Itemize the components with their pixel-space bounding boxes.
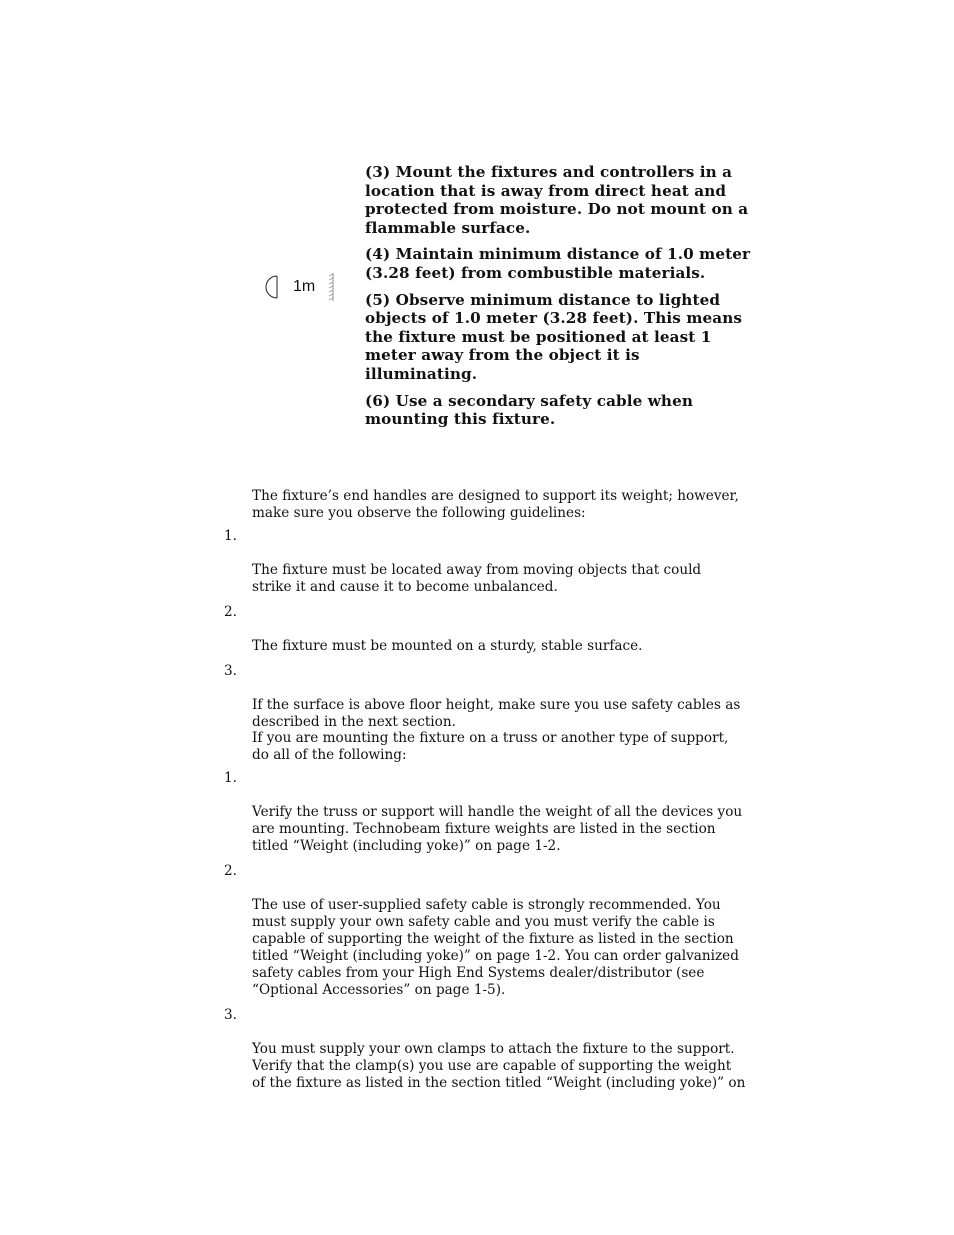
placement-intro: The fixture’s end handles are designed to support its weight; however, make sure you observe the following guidelines: (252, 488, 739, 521)
list-item (224, 604, 764, 655)
placement-guidelines-section (224, 488, 764, 739)
warning-list (365, 163, 760, 437)
list-number: 3. (224, 1007, 237, 1023)
list-number: 1. (224, 528, 237, 544)
mounting-guidelines-section (224, 730, 764, 1100)
mounting-intro: If you are mounting the fixture on a truss or another type of support, do all of the following: (252, 730, 729, 763)
warning-4: (4) Maintain minimum distance of 1.0 meter (3.28 feet) from combustible materials. (365, 245, 751, 282)
mounting-list (224, 770, 764, 1092)
list-text: Verify the truss or support will handle the weight of all the devices you are mounting. Technobeam fixture weights are listed in the section titled “Weight (including yoke)” on page 1-2. (252, 804, 743, 854)
warning-5: (5) Observe minimum distance to lighted objects of 1.0 meter (3.28 feet). This means the fixture must be positioned at least 1 meter away from the object it is illuminating. (365, 290, 742, 383)
list-text: The fixture must be located away from moving objects that could strike it and cause it to become unbalanced. (252, 562, 702, 595)
minimum-distance-icon (263, 272, 339, 302)
list-item (224, 1007, 764, 1092)
list-number: 3. (224, 663, 237, 679)
distance-label: 1m (293, 278, 316, 295)
list-number: 1. (224, 770, 237, 786)
list-number: 2. (224, 863, 237, 879)
list-number: 2. (224, 604, 237, 620)
list-item (224, 863, 764, 999)
list-item (224, 770, 764, 855)
list-text: The use of user-supplied safety cable is strongly recommended. You must supply your own safety cable and you must verify the cable is capable of supporting the weight of the fixture as listed in the section titled “Weight (including yoke)” on page 1-2. You can order galvanized safety cables from your High End Systems dealer/distributor (see “Optional Accessories” on page 1-5). (252, 897, 739, 998)
list-text: If the surface is above floor height, make sure you use safety cables as described in the next section. (252, 697, 741, 730)
warning-3: (3) Mount the fixtures and controllers in a location that is away from direct heat and protected from moisture. Do not mount on a flammable surface. (365, 163, 749, 237)
warning-6: (6) Use a secondary safety cable when mounting this fixture. (365, 391, 693, 429)
list-text: The fixture must be mounted on a sturdy, stable surface. (252, 638, 643, 654)
list-item (224, 663, 764, 731)
list-text: You must supply your own clamps to attach the fixture to the support. Verify that the clamp(s) you use are capable of supporting the weight of the fixture as listed in the section titled “Weight (including yoke)” on (252, 1041, 746, 1091)
list-item (224, 528, 764, 596)
placement-list (224, 528, 764, 731)
